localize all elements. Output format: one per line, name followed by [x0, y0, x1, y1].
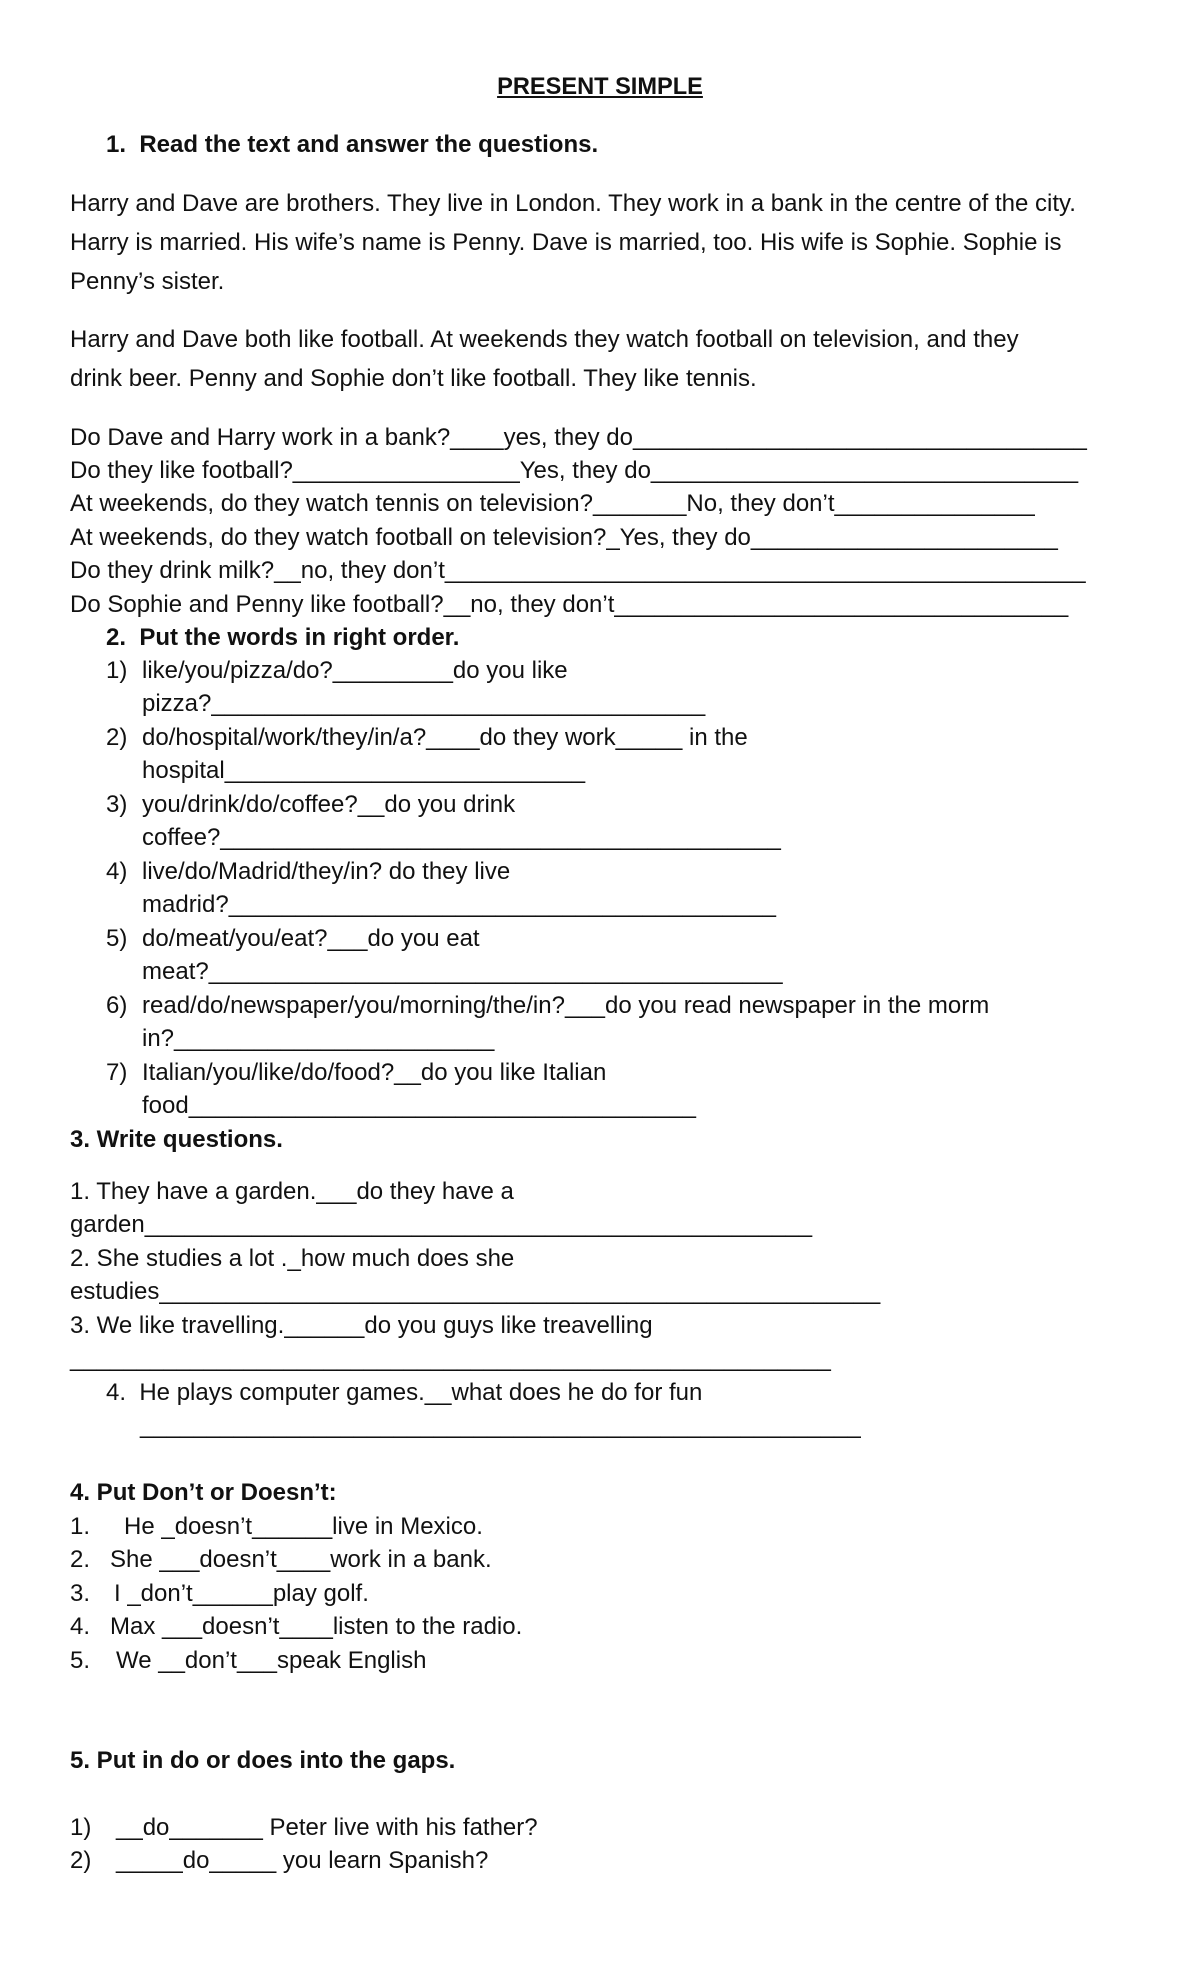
- section-4-heading: 4. Put Don’t or Doesn’t:: [70, 1479, 337, 1506]
- question-line: 3. We like travelling.______do you guys like treavelling: [70, 1312, 653, 1339]
- list-item-number: 1): [70, 1814, 92, 1841]
- list-item-text: in?________________________: [142, 1025, 495, 1052]
- question-line: _________________________________________________________: [70, 1345, 831, 1372]
- list-item-text: Max ___doesn’t____listen to the radio.: [110, 1613, 523, 1640]
- list-item-text: coffee?__________________________________________: [142, 824, 781, 851]
- list-item-number: 4): [106, 858, 128, 885]
- section-1-heading: 1. Read the text and answer the questions.: [106, 131, 599, 158]
- list-item-text: pizza?_____________________________________: [142, 690, 706, 717]
- list-item-text: read/do/newspaper/you/morning/the/in?___do you read newspaper in the morm: [142, 992, 990, 1019]
- list-item-text: do/meat/you/eat?___do you eat: [142, 925, 480, 952]
- list-item-number: 6): [106, 992, 128, 1019]
- list-item-number: 5): [106, 925, 128, 952]
- list-item-text: you/drink/do/coffee?__do you drink: [142, 791, 516, 818]
- list-item-number: 1): [106, 657, 128, 684]
- list-item-number: 2): [70, 1847, 92, 1874]
- paragraph-line: Harry and Dave are brothers. They live in London. They work in a bank in the centre of the city.: [70, 190, 1076, 217]
- qa-line: At weekends, do they watch tennis on television?_______No, they don’t_______________: [70, 490, 1035, 517]
- list-item-number: 2): [106, 724, 128, 751]
- section-5-heading: 5. Put in do or does into the gaps.: [70, 1747, 456, 1774]
- qa-line: Do they drink milk?__no, they don’t________________________________________________: [70, 557, 1086, 584]
- list-item-text: We __don’t___speak English: [116, 1647, 427, 1674]
- question-line: 2. She studies a lot ._how much does she: [70, 1245, 515, 1272]
- section-3-heading: 3. Write questions.: [70, 1126, 283, 1153]
- question-line: ______________________________________________________: [140, 1412, 861, 1439]
- list-item-text: He _doesn’t______live in Mexico.: [124, 1513, 483, 1540]
- list-item-number: 3.: [70, 1580, 91, 1607]
- list-item-number: 2.: [70, 1546, 91, 1573]
- list-item-text: live/do/Madrid/they/in? do they live: [142, 858, 511, 885]
- qa-line: Do Dave and Harry work in a bank?____yes, they do__________________________________: [70, 424, 1087, 451]
- list-item-number: 7): [106, 1059, 128, 1086]
- paragraph-line: Harry and Dave both like football. At weekends they watch football on television, and they: [70, 326, 1019, 353]
- list-item-number: 4.: [70, 1613, 91, 1640]
- list-item-text: __do_______ Peter live with his father?: [116, 1814, 538, 1841]
- list-item-text: I _don’t______play golf.: [114, 1580, 369, 1607]
- paragraph-line: Penny’s sister.: [70, 268, 225, 295]
- question-line: 4. He plays computer games.__what does he do for fun: [106, 1379, 703, 1406]
- list-item-text: food______________________________________: [142, 1092, 696, 1119]
- qa-line: Do Sophie and Penny like football?__no, they don’t__________________________________: [70, 591, 1069, 618]
- list-item-text: madrid?_________________________________________: [142, 891, 776, 918]
- section-2-heading: 2. Put the words in right order.: [106, 624, 460, 651]
- qa-line: At weekends, do they watch football on television?_Yes, they do_______________________: [70, 524, 1058, 551]
- paragraph-line: Harry is married. His wife’s name is Penny. Dave is married, too. His wife is Sophie. Sophie is: [70, 229, 1062, 256]
- page-title: PRESENT SIMPLE: [497, 74, 703, 100]
- question-line: estudies______________________________________________________: [70, 1278, 881, 1305]
- question-line: garden__________________________________________________: [70, 1211, 813, 1238]
- qa-line: Do they like football?_________________Yes, they do________________________________: [70, 457, 1079, 484]
- list-item-text: hospital___________________________: [142, 757, 586, 784]
- paragraph-line: drink beer. Penny and Sophie don’t like football. They like tennis.: [70, 365, 757, 392]
- list-item-number: 5.: [70, 1647, 91, 1674]
- list-item-text: meat?___________________________________________: [142, 958, 783, 985]
- list-item-number: 1.: [70, 1513, 91, 1540]
- list-item-text: She ___doesn’t____work in a bank.: [110, 1546, 492, 1573]
- list-item-text: do/hospital/work/they/in/a?____do they work_____ in the: [142, 724, 748, 751]
- list-item-number: 3): [106, 791, 128, 818]
- question-line: 1. They have a garden.___do they have a: [70, 1178, 514, 1205]
- list-item-text: _____do_____ you learn Spanish?: [116, 1847, 489, 1874]
- list-item-text: like/you/pizza/do?_________do you like: [142, 657, 568, 684]
- list-item-text: Italian/you/like/do/food?__do you like Italian: [142, 1059, 607, 1086]
